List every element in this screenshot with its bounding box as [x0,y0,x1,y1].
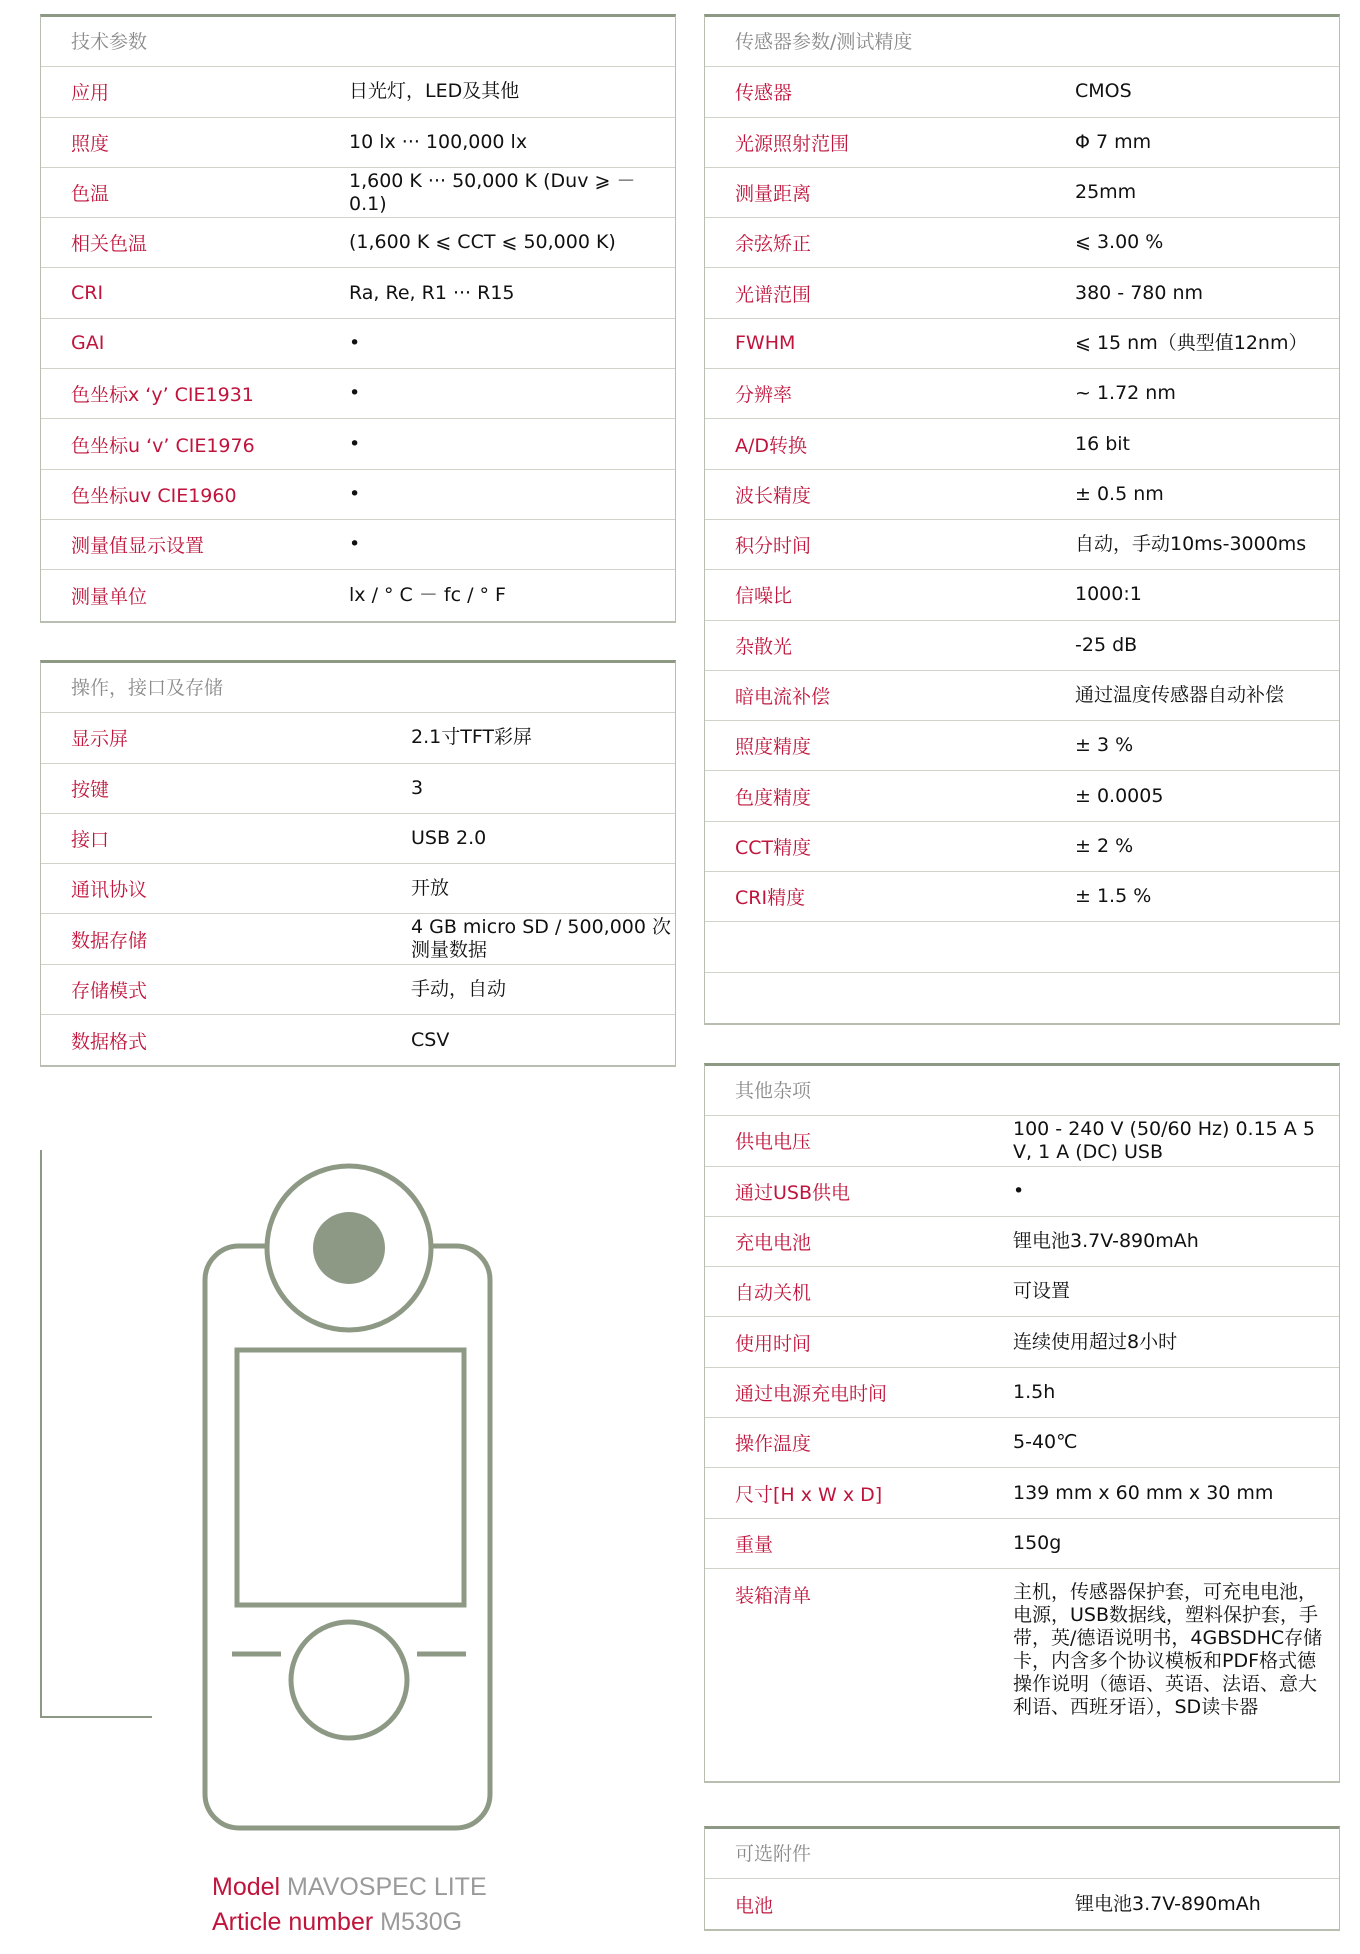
sensor-row-value: 16 bit [1075,432,1131,455]
accessory-row-value: 锂电池3.7V-890mAh [1075,1892,1261,1915]
sensor-row-label: 照度精度 [735,736,812,759]
ops-row-value: 4 GB micro SD / 500,000 次测量数据 [411,916,671,962]
sensor-row-label: FWHM [735,332,796,355]
sensor-row [705,118,1339,168]
sensor-row [705,168,1339,218]
misc-row-value: 主机，传感器保护套，可充电电池，电源，USB数据线，塑料保护套，手带，英/德语说明书，4GBSDHC存储卡，内含多个协议模板和PDF格式德操作说明（德语、英语、法语、意大利语、西班牙语），SD读卡器 [1013,1580,1323,1718]
misc-row-label: 使用时间 [735,1332,812,1355]
ops-row [41,814,675,864]
sensor-row [705,822,1339,872]
tech-row-value: • [349,382,361,405]
accessory-title: 可选附件 [705,1829,1339,1879]
article-label: Article number [212,1908,374,1936]
tech-row [41,369,675,419]
misc-row-value: • [1013,1179,1025,1202]
ops-row-label: 显示屏 [71,728,129,751]
sensor-row [705,570,1339,620]
tech-row [41,470,675,520]
tech-row-value: • [349,482,361,505]
model-line [212,1870,487,1905]
sensor-row-value: ± 0.5 nm [1075,482,1164,505]
ops-row-label: 数据存储 [71,929,148,952]
misc-row-label: 通过电源充电时间 [735,1382,888,1405]
misc-row-label: 供电电压 [735,1131,812,1154]
misc-row-label: 尺寸[H x W x D] [735,1483,883,1506]
tech-row [41,218,675,268]
misc-row [705,1569,1339,1781]
ops-row-value: 3 [411,776,424,799]
ops-table [40,660,676,1067]
tech-row [41,520,675,570]
tech-row-label: 应用 [71,82,110,105]
sensor-row-label: 光源照射范围 [735,132,850,155]
misc-row [705,1519,1339,1569]
article-line [212,1905,487,1940]
tech-row-value: • [349,432,361,455]
decor-horizontal-line [40,1716,152,1718]
tech-row [41,168,675,218]
misc-row-value: 1.5h [1013,1380,1056,1403]
sensor-row-value: 380 - 780 nm [1075,281,1204,304]
ops-row-value: USB 2.0 [411,827,487,850]
sensor-table [704,14,1340,1025]
ops-row-value: CSV [411,1028,450,1051]
sensor-row-value: CMOS [1075,80,1132,103]
sensor-row-label: 色度精度 [735,786,812,809]
sensor-row-value [1075,922,1335,971]
spectrometer-device-icon [195,1160,505,1840]
accessory-table [704,1826,1340,1931]
tech-row [41,570,675,620]
misc-row-value: 5-40℃ [1013,1431,1078,1454]
sensor-row-value: ± 1.5 % [1075,885,1152,908]
tech-row-value: 10 lx ··· 100,000 lx [349,130,528,153]
sensor-row-value: ± 2 % [1075,834,1134,857]
misc-row-value: 可设置 [1013,1280,1071,1303]
sensor-row [705,922,1339,972]
sensor-row-value: ⩽ 3.00 % [1075,231,1164,254]
tech-row-label: CRI [71,282,104,305]
ops-row [41,864,675,914]
ops-row [41,914,675,964]
tech-row-label: 色温 [71,183,110,206]
ops-title: 操作，接口及存储 [41,663,675,713]
sensor-row-value: ± 0.0005 [1075,784,1164,807]
misc-row [705,1317,1339,1367]
sensor-row-label: 余弦矫正 [735,233,812,256]
misc-row-label: 自动关机 [735,1282,812,1305]
tech-row-label: 照度 [71,132,110,155]
sensor-row-label: 波长精度 [735,484,812,507]
ops-row [41,1015,675,1065]
tech-row-value: • [349,331,361,354]
sensor-row-value: -25 dB [1075,633,1138,656]
ops-row-value: 开放 [411,877,450,900]
sensor-row-label: 信噪比 [735,585,793,608]
sensor-row-value: ~ 1.72 nm [1075,382,1176,405]
ops-row-label: 按键 [71,778,110,801]
misc-row-label: 装箱清单 [735,1584,812,1607]
tech-row-value: 1,600 K ··· 50,000 K (Duv ⩾ － 0.1) [349,169,636,215]
sensor-row-value: 25mm [1075,181,1137,204]
decor-vertical-line [40,1150,42,1718]
tech-row [41,319,675,369]
sensor-row-label: 杂散光 [735,635,793,658]
article-value: M530G [380,1908,463,1936]
sensor-row [705,319,1339,369]
sensor-row [705,621,1339,671]
sensor-row-value: ± 3 % [1075,734,1134,757]
misc-row-value: 连续使用超过8小时 [1013,1330,1178,1353]
misc-row-label: 充电电池 [735,1232,812,1255]
tech-row-label: 色坐标x ‘y’ CIE1931 [71,384,254,407]
misc-row [705,1267,1339,1317]
sensor-row [705,268,1339,318]
sensor-row [705,520,1339,570]
misc-row [705,1167,1339,1217]
ops-row [41,713,675,763]
ops-row [41,764,675,814]
tech-row-label: 相关色温 [71,233,148,256]
misc-row [705,1368,1339,1418]
tech-row-value: Ra, Re, R1 ··· R15 [349,281,515,304]
sensor-row-label: 光谱范围 [735,283,812,306]
sensor-row [705,721,1339,771]
misc-row-value: 100 - 240 V (50/60 Hz) 0.15 A 5 V, 1 A (DC) USB [1013,1117,1315,1163]
tech-row-label: 色坐标uv CIE1960 [71,484,237,507]
tech-row-value: (1,600 K ⩽ CCT ⩽ 50,000 K) [349,231,616,254]
accessory-row-label: 电池 [735,1894,774,1917]
ops-row [41,965,675,1015]
product-caption [212,1870,487,1940]
tech-row-label: GAI [71,332,105,355]
misc-row [705,1217,1339,1267]
sensor-row-label: 积分时间 [735,535,812,558]
sensor-row-label: 传感器 [735,82,793,105]
sensor-row-value: Φ 7 mm [1075,130,1152,153]
tech-params-table [40,14,676,623]
misc-table [704,1063,1340,1783]
misc-title: 其他杂项 [705,1066,1339,1116]
sensor-row [705,771,1339,821]
tech-row-value: • [349,533,361,556]
sensor-row [705,369,1339,419]
tech-row-label: 色坐标u ‘v’ CIE1976 [71,434,255,457]
ops-row-label: 数据格式 [71,1030,148,1053]
sensor-row-label: CRI精度 [735,887,806,910]
tech-row-value: 日光灯，LED及其他 [349,80,520,103]
ops-row-label: 存储模式 [71,979,148,1002]
sensor-row-value: 自动，手动10ms-3000ms [1075,533,1307,556]
tech-row [41,118,675,168]
misc-row-value: 150g [1013,1531,1062,1554]
tech-row-label: 测量单位 [71,585,148,608]
misc-row-label: 通过USB供电 [735,1181,851,1204]
sensor-row-value: 1000:1 [1075,583,1142,606]
misc-row [705,1116,1339,1166]
ops-row-value: 手动，自动 [411,977,507,1000]
sensor-row-value: ⩽ 15 nm（典型值12nm） [1075,331,1308,354]
tech-row [41,67,675,117]
sensor-row-label: A/D转换 [735,434,808,457]
tech-row-value: lx / ° C － fc / ° F [349,583,506,606]
sensor-row [705,973,1339,1023]
sensor-row-label: 暗电流补偿 [735,686,831,708]
misc-row [705,1418,1339,1468]
tech-row [41,419,675,469]
sensor-row-value [1075,973,1335,1023]
sensor-row [705,419,1339,469]
ops-row-label: 通讯协议 [71,879,148,902]
model-value: MAVOSPEC LITE [287,1873,487,1901]
sensor-row [705,218,1339,268]
ops-row-value: 2.1寸TFT彩屏 [411,726,533,749]
sensor-row-label: 分辨率 [735,384,793,407]
sensor-row-label: 测量距离 [735,183,812,206]
tech-row-label: 测量值显示设置 [71,535,205,558]
model-label: Model [212,1873,281,1901]
sensor-row [705,671,1339,721]
misc-row-label: 操作温度 [735,1433,812,1456]
accessory-row [705,1879,1339,1929]
tech-params-title: 技术参数 [41,17,675,67]
sensor-row [705,872,1339,922]
sensor-row [705,470,1339,520]
misc-row [705,1468,1339,1518]
misc-row-label: 重量 [735,1533,774,1556]
sensor-row-value: 通过温度传感器自动补偿 [1075,684,1285,706]
misc-row-value: 139 mm x 60 mm x 30 mm [1013,1481,1274,1504]
sensor-row-label: CCT精度 [735,836,812,859]
tech-row [41,268,675,318]
sensor-row [705,67,1339,117]
ops-row-label: 接口 [71,829,110,852]
misc-row-value: 锂电池3.7V-890mAh [1013,1230,1199,1253]
sensor-title: 传感器参数/测试精度 [705,17,1339,67]
